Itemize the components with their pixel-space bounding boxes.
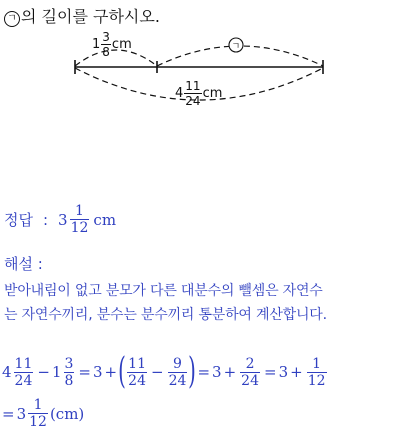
left-numerator: 3: [102, 30, 110, 44]
left-whole: 1: [92, 37, 101, 52]
calc-f-numerator: 1: [312, 355, 322, 372]
left-fraction: [101, 31, 111, 58]
explanation-line-b: 는 자연수끼리, 분수는 분수끼리 통분하여 계산합니다.: [4, 307, 327, 323]
answer-denominator: 12: [70, 220, 89, 236]
calc2-equals: =: [2, 404, 15, 423]
calc-b-whole: 1: [51, 363, 62, 381]
calc-f-fraction: [307, 357, 327, 388]
calc-right-paren: ): [188, 351, 197, 392]
calc-d-fraction: [168, 357, 188, 388]
question-body: 의 길이를 구하시오.: [21, 7, 160, 26]
calc-plus-1: +: [104, 363, 118, 381]
calc-equals-3: =: [263, 363, 277, 381]
calculation-line-2: [2, 398, 84, 429]
explanation-title: 해설 :: [4, 255, 43, 273]
calc-minus-2: −: [151, 363, 164, 381]
explanation-text: [4, 279, 400, 327]
calc-b-numerator: 3: [64, 355, 74, 372]
answer-unit: cm: [93, 210, 117, 229]
total-whole: 4: [175, 86, 184, 101]
calc2-numerator: 1: [33, 397, 43, 413]
calc-equals-2: =: [197, 363, 211, 381]
answer-whole: 3: [58, 210, 68, 229]
calc-minus-1: −: [37, 363, 50, 381]
calc-d-denominator: 24: [168, 372, 187, 389]
total-numerator: 11: [185, 79, 201, 93]
calc-a-numerator: 11: [14, 355, 33, 372]
answer-fraction: [70, 204, 90, 235]
total-fraction: [184, 80, 201, 107]
calc2-denominator: 12: [29, 414, 47, 430]
calc-plus-3: +: [290, 363, 303, 381]
calc-three-2: 3: [212, 363, 222, 381]
calc-e-fraction: [240, 357, 260, 388]
circled-giyeok-symbol: ㄱ: [4, 11, 20, 27]
total-denominator: 24: [185, 94, 201, 108]
calc-equals-1: =: [78, 363, 91, 381]
left-unit: cm: [111, 37, 132, 52]
answer-label: 정답: [4, 211, 33, 229]
calc2-whole: 3: [16, 404, 27, 423]
calc-e-denominator: 24: [241, 372, 259, 389]
total-unit: cm: [202, 86, 223, 101]
calc-f-denominator: 12: [307, 372, 326, 389]
calc-plus-2: +: [223, 363, 237, 381]
calc-a-denominator: 24: [14, 372, 33, 389]
calc-left-paren: (: [118, 351, 127, 392]
length-diagram: [0, 0, 400, 130]
unknown-symbol-letter: ㄱ: [231, 42, 241, 52]
calculation-line-1: [2, 351, 329, 392]
answer-line: [4, 204, 116, 235]
calc-c-denominator: 24: [128, 372, 146, 389]
left-denominator: 8: [102, 45, 110, 59]
answer-colon: :: [42, 210, 49, 229]
calc2-fraction: [28, 398, 48, 429]
total-length-label: [175, 80, 222, 107]
explanation-line-a: 받아내림이 없고 분모가 다른 대분수의 뺄셈은 자연수: [4, 283, 323, 299]
calc-b-fraction: [64, 357, 75, 388]
calc-three-1: 3: [93, 363, 103, 381]
answer-numerator: 1: [75, 203, 84, 219]
calc-a-whole: 4: [2, 363, 12, 381]
left-length-label: [92, 31, 132, 58]
calc-c-fraction: [127, 357, 147, 388]
calc-a-fraction: [14, 357, 34, 388]
calc-e-numerator: 2: [245, 355, 255, 372]
calc-c-numerator: 11: [128, 355, 146, 372]
calc-three-3: 3: [278, 363, 289, 381]
calc-b-denominator: 8: [64, 372, 74, 389]
calc-d-numerator: 9: [173, 355, 182, 372]
calc2-unit: (cm): [49, 404, 85, 423]
